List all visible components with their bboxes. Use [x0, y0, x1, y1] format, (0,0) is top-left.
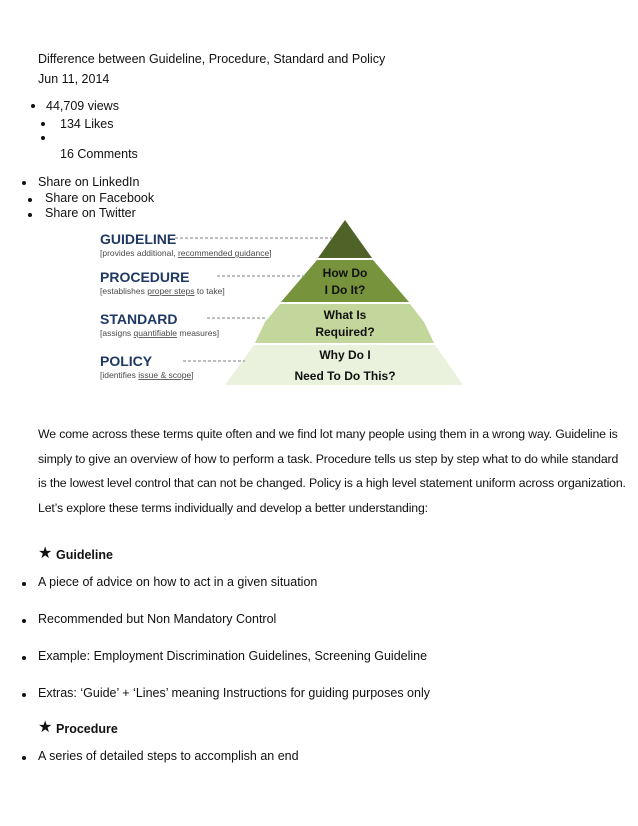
intro-line: is the lowest level control that can not be changed. Policy is a high level statement uniform across organization. — [38, 476, 626, 490]
label-standard: STANDARD — [100, 311, 178, 327]
intro-line: simply to give an overview of how to perform a task. Procedure tells us step by step what to do while standard — [38, 451, 619, 466]
guideline-item: Recommended but Non Mandatory Control — [38, 612, 277, 626]
list-bullet — [22, 756, 26, 760]
sub-procedure: [establishes proper steps to take] — [100, 286, 225, 296]
label-guideline: GUIDELINE — [100, 231, 177, 247]
share-twitter-link[interactable]: Share on Twitter — [45, 206, 136, 220]
label-procedure: PROCEDURE — [100, 269, 190, 285]
sub-standard: [assigns quantifiable measures] — [100, 328, 220, 338]
list-bullet — [22, 656, 26, 660]
intro-line: Let’s explore these terms individually and develop a better understanding: — [38, 500, 428, 515]
hierarchy-pyramid-diagram — [95, 218, 475, 388]
page-title: Difference between Guideline, Procedure, Standard and Policy — [38, 52, 386, 66]
views-count: 44,709 views — [46, 99, 119, 113]
tier4-line1: Why Do I — [319, 348, 371, 362]
tier4-line2: Need To Do This? — [294, 369, 396, 383]
tier3-line1: What Is — [323, 308, 367, 322]
list-bullet — [31, 104, 35, 108]
likes-count: 134 Likes — [60, 117, 114, 131]
list-bullet — [41, 136, 45, 140]
pyramid-tier-guideline — [318, 220, 372, 258]
section-heading-guideline: Guideline — [56, 548, 113, 562]
guideline-item: Extras: ‘Guide’ + ‘Lines’ meaning Instructions for guiding purposes only — [38, 686, 430, 700]
guideline-item: Example: Employment Discrimination Guidelines, Screening Guideline — [38, 649, 428, 663]
share-linkedin-link[interactable]: Share on LinkedIn — [38, 175, 140, 189]
sub-policy: [identifies issue & scope] — [100, 370, 194, 380]
list-bullet — [41, 122, 45, 126]
publish-date: Jun 11, 2014 — [38, 72, 110, 86]
sub-guideline: [provides additional, recommended guidance] — [100, 248, 272, 258]
list-bullet — [22, 619, 26, 623]
star-icon: ★ — [38, 545, 53, 562]
intro-paragraph — [38, 422, 626, 520]
list-bullet — [22, 693, 26, 697]
tier3-line2: Required? — [315, 325, 375, 339]
intro-line: We come across these terms quite often and we find lot many people using them in a wrong way. Guideline is — [38, 427, 618, 441]
section-heading-procedure: Procedure — [56, 722, 118, 736]
list-bullet — [22, 582, 26, 586]
comments-count: 16 Comments — [60, 147, 138, 161]
label-policy: POLICY — [100, 353, 153, 369]
star-icon: ★ — [38, 719, 53, 736]
guideline-item: A piece of advice on how to act in a given situation — [38, 575, 318, 589]
list-bullet — [28, 213, 32, 217]
list-bullet — [28, 198, 32, 202]
procedure-item: A series of detailed steps to accomplish an end — [38, 749, 299, 763]
list-bullet — [22, 181, 26, 185]
tier2-line1: How Do — [322, 266, 368, 280]
tier2-line2: I Do It? — [324, 283, 366, 297]
share-facebook-link[interactable]: Share on Facebook — [45, 191, 155, 205]
